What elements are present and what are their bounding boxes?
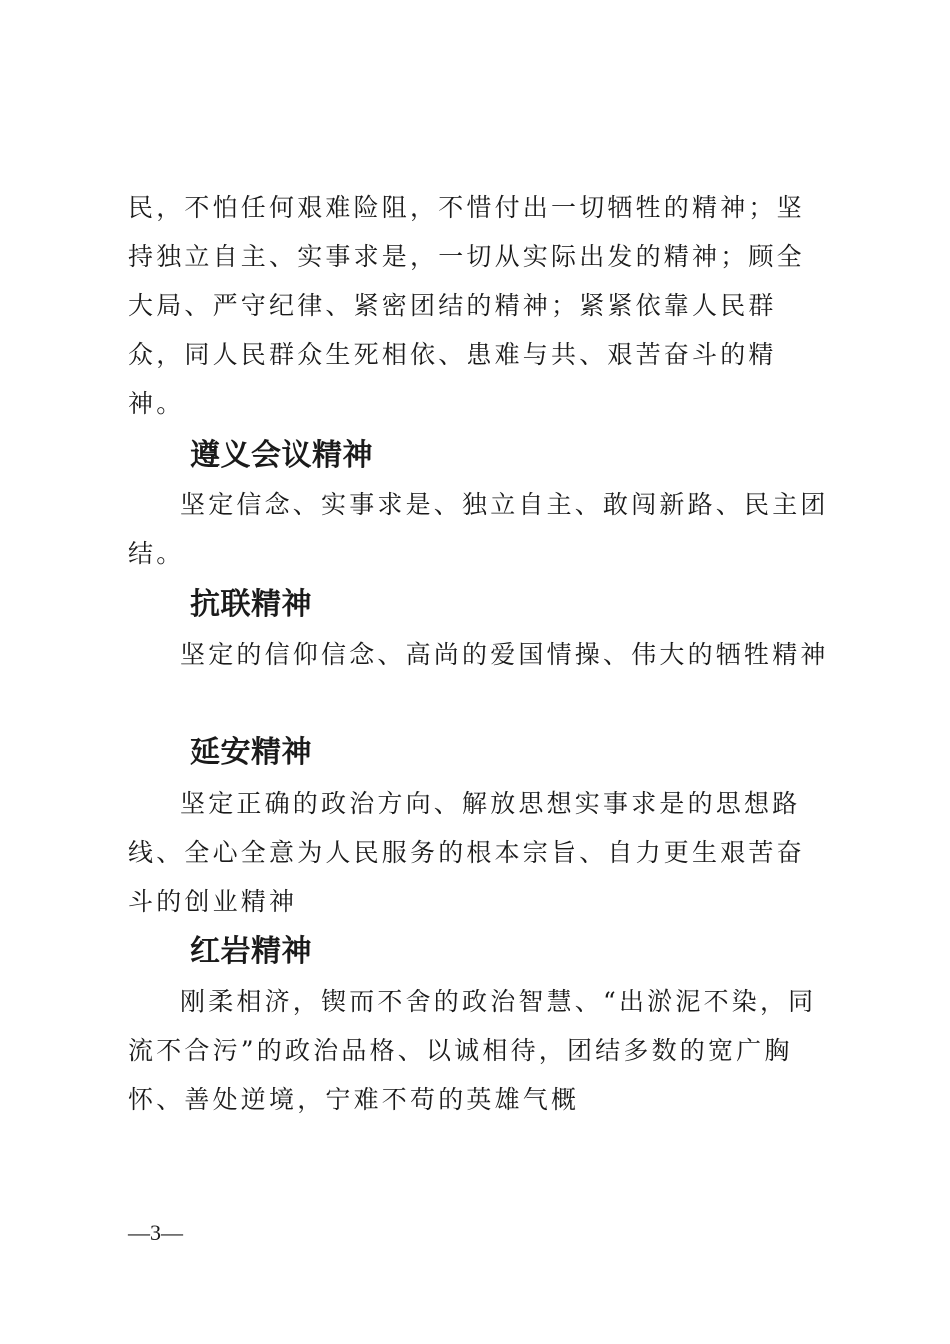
section-title-zunyi: 遵义会议精神 bbox=[190, 438, 373, 473]
section-body-zunyi: 坚定信念、实事求是、独立自主、敢闯新路、民主团结。 bbox=[128, 490, 829, 568]
section-title-kanglian: 抗联精神 bbox=[190, 587, 312, 622]
intro-paragraph: 民，不怕任何艰难险阻，不惜付出一切牺牲的精神；坚持独立自主、实事求是，一切从实际出发的精神；顾全大局、严守纪律、紧密团结的精神；紧紧依靠人民群众，同人民群众生死相依、患难与共、艰苦奋斗的精神。 bbox=[128, 193, 805, 418]
section-body-yanan: 坚定正确的政治方向、解放思想实事求是的思想路线、全心全意为人民服务的根本宗旨、自力更生艰苦奋斗的创业精神 bbox=[128, 789, 805, 916]
section-title-yanan: 延安精神 bbox=[190, 735, 312, 770]
section-body-hongyan: 刚柔相济，锲而不舍的政治智慧、“出淤泥不染，同流不合污”的政治品格、以诚相待，团结多数的宽广胸怀、善处逆境，宁难不苟的英雄气概 bbox=[128, 987, 817, 1114]
page-number: —3— bbox=[128, 1220, 183, 1245]
section-body-kanglian: 坚定的信仰信念、高尚的爱国情操、伟大的牺牲精神 bbox=[180, 640, 829, 669]
section-title-hongyan: 红岩精神 bbox=[190, 934, 312, 969]
